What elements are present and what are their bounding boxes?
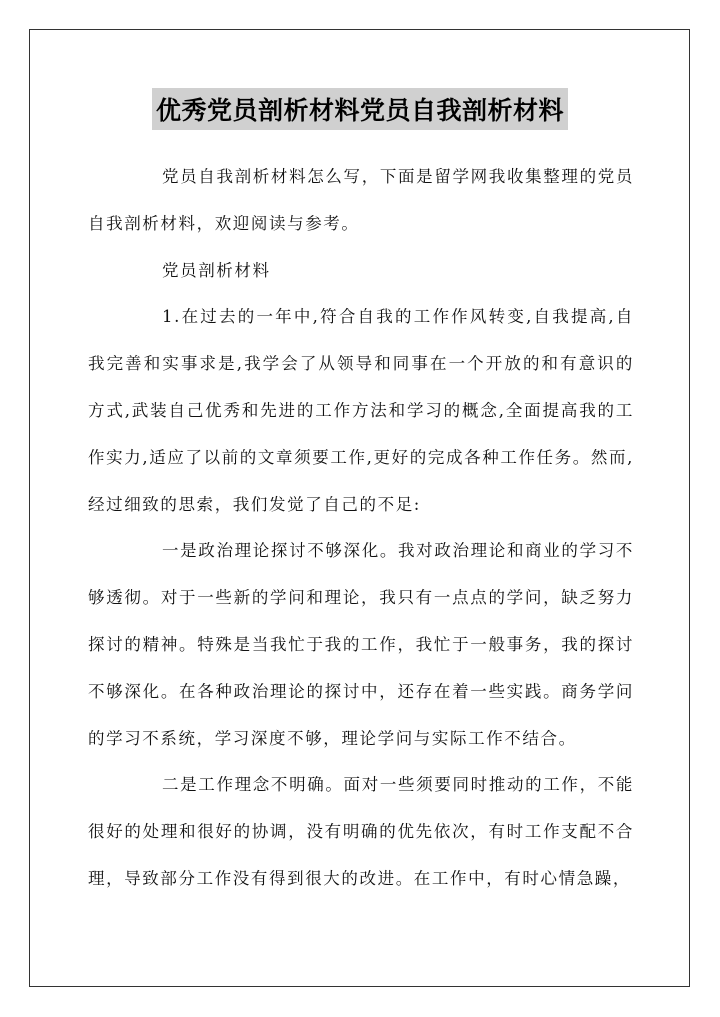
section-heading: 党员剖析材料 <box>162 260 271 280</box>
intro-paragraph: 党员自我剖析材料怎么写，下面是留学网我收集整理的党员自我剖析材料，欢迎阅读与参考。 <box>88 167 634 233</box>
paragraph-2: 一是政治理论探讨不够深化。我对政治理论和商业的学习不够透彻。对于一些新的学问和理论，我只有一点点的学问，缺乏努力探讨的精神。特殊是当我忙于我的工作，我忙于一般事务，我的探讨不够深化。在各种政治理论的探讨中，还存在着一些实践。商务学问的学习不系统，学习深度不够，理论学问与实际工作不结合。 <box>88 541 634 748</box>
document-body <box>88 154 634 903</box>
paragraph-1: 1.在过去的一年中,符合自我的工作作风转变,自我提高,自我完善和实事求是,我学会了从领导和同事在一个开放的和有意识的方式,武装自己优秀和先进的工作方法和学习的概念,全面提高我的工作实力,适应了以前的文章须要工作,更好的完成各种工作任务。然而,经过细致的思索，我们发觉了自己的不足: <box>88 307 634 514</box>
paragraph-3: 二是工作理念不明确。面对一些须要同时推动的工作，不能很好的处理和很好的协调，没有明确的优先依次，有时工作支配不合理，导致部分工作没有得到很大的改进。在工作中，有时心情急躁， <box>88 775 634 888</box>
document-title: 优秀党员剖析材料党员自我剖析材料 <box>152 88 568 130</box>
title-container <box>0 88 720 130</box>
